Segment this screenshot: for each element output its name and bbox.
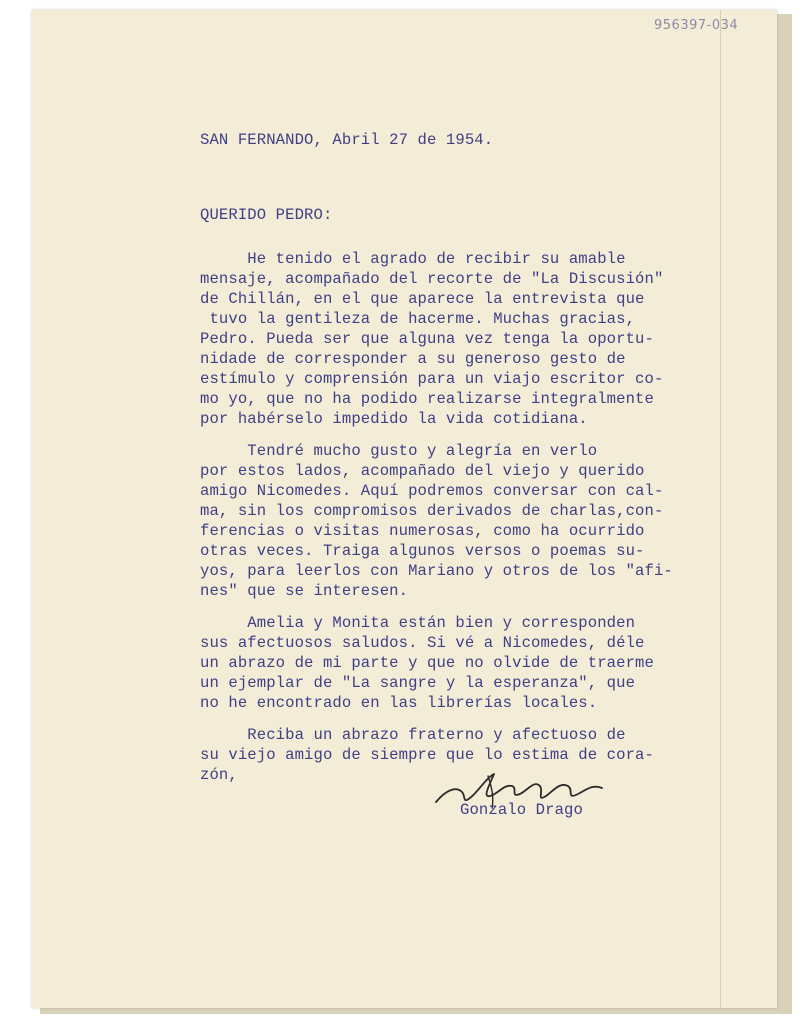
closing-line: su viejo amigo de siempre que lo estima de cora- (200, 746, 654, 764)
paragraph-1-line: Pedro. Pueda ser que alguna vez tenga la oportu- (200, 330, 654, 348)
place-date: SAN FERNANDO, Abril 27 de 1954. (200, 131, 494, 149)
paragraph-1-line: estímulo y comprensión para un viajo escritor co- (200, 370, 664, 388)
paragraph-1-line: tuvo la gentileza de hacerme. Muchas gracias, (200, 310, 636, 328)
paragraph-3-line: Amelia y Monita están bien y corresponden (200, 614, 636, 632)
paragraph-1-line: de Chillán, en el que aparece la entrevista que (200, 290, 645, 308)
paragraph-2-line: nes" que se interesen. (200, 582, 409, 600)
closing-line: Reciba un abrazo fraterno y afectuoso de (200, 726, 626, 744)
paragraph-2-line: ferencias o visitas numerosas, como ha ocurrido (200, 522, 645, 540)
paragraph-1-line: por habérselo impedido la vida cotidiana. (200, 410, 588, 428)
paragraph-3-line: un abrazo de mi parte y que no olvide de traerme (200, 654, 654, 672)
closing-line: zón, (200, 766, 238, 784)
paragraph-2-line: por estos lados, acompañado del viejo y querido (200, 462, 645, 480)
paragraph-2-line: yos, para leerlos con Mariano y otros de los "afi- (200, 562, 673, 580)
typed-signature-name: Gonzalo Drago (460, 801, 583, 819)
paragraph-3-line: un ejemplar de "La sangre y la esperanza", que (200, 674, 636, 692)
paragraph-2-line: Tendré mucho gusto y alegría en verlo (200, 442, 598, 460)
paragraph-2-line: otras veces. Traiga algunos versos o poemas su- (200, 542, 645, 560)
paragraph-3-line: sus afectuosos saludos. Si vé a Nicomedes, déle (200, 634, 645, 652)
paragraph-1-line: mensaje, acompañado del recorte de "La Discusión" (200, 270, 664, 288)
salutation: QUERIDO PEDRO: (200, 206, 333, 224)
paragraph-3-line: no he encontrado en las librerías locales. (200, 694, 598, 712)
catalog-number: 956397-034 (654, 18, 739, 33)
paragraph-1-line: nidade de corresponder a su generoso gesto de (200, 350, 626, 368)
paragraph-2-line: amigo Nicomedes. Aquí podremos conversar con cal- (200, 482, 664, 500)
paragraph-1-line: He tenido el agrado de recibir su amable (200, 250, 626, 268)
paragraph-1-line: mo yo, que no ha podido realizarse integralmente (200, 390, 654, 408)
paragraph-2-line: ma, sin los compromisos derivados de charlas,con- (200, 502, 664, 520)
paper-fold-line (720, 10, 721, 1008)
